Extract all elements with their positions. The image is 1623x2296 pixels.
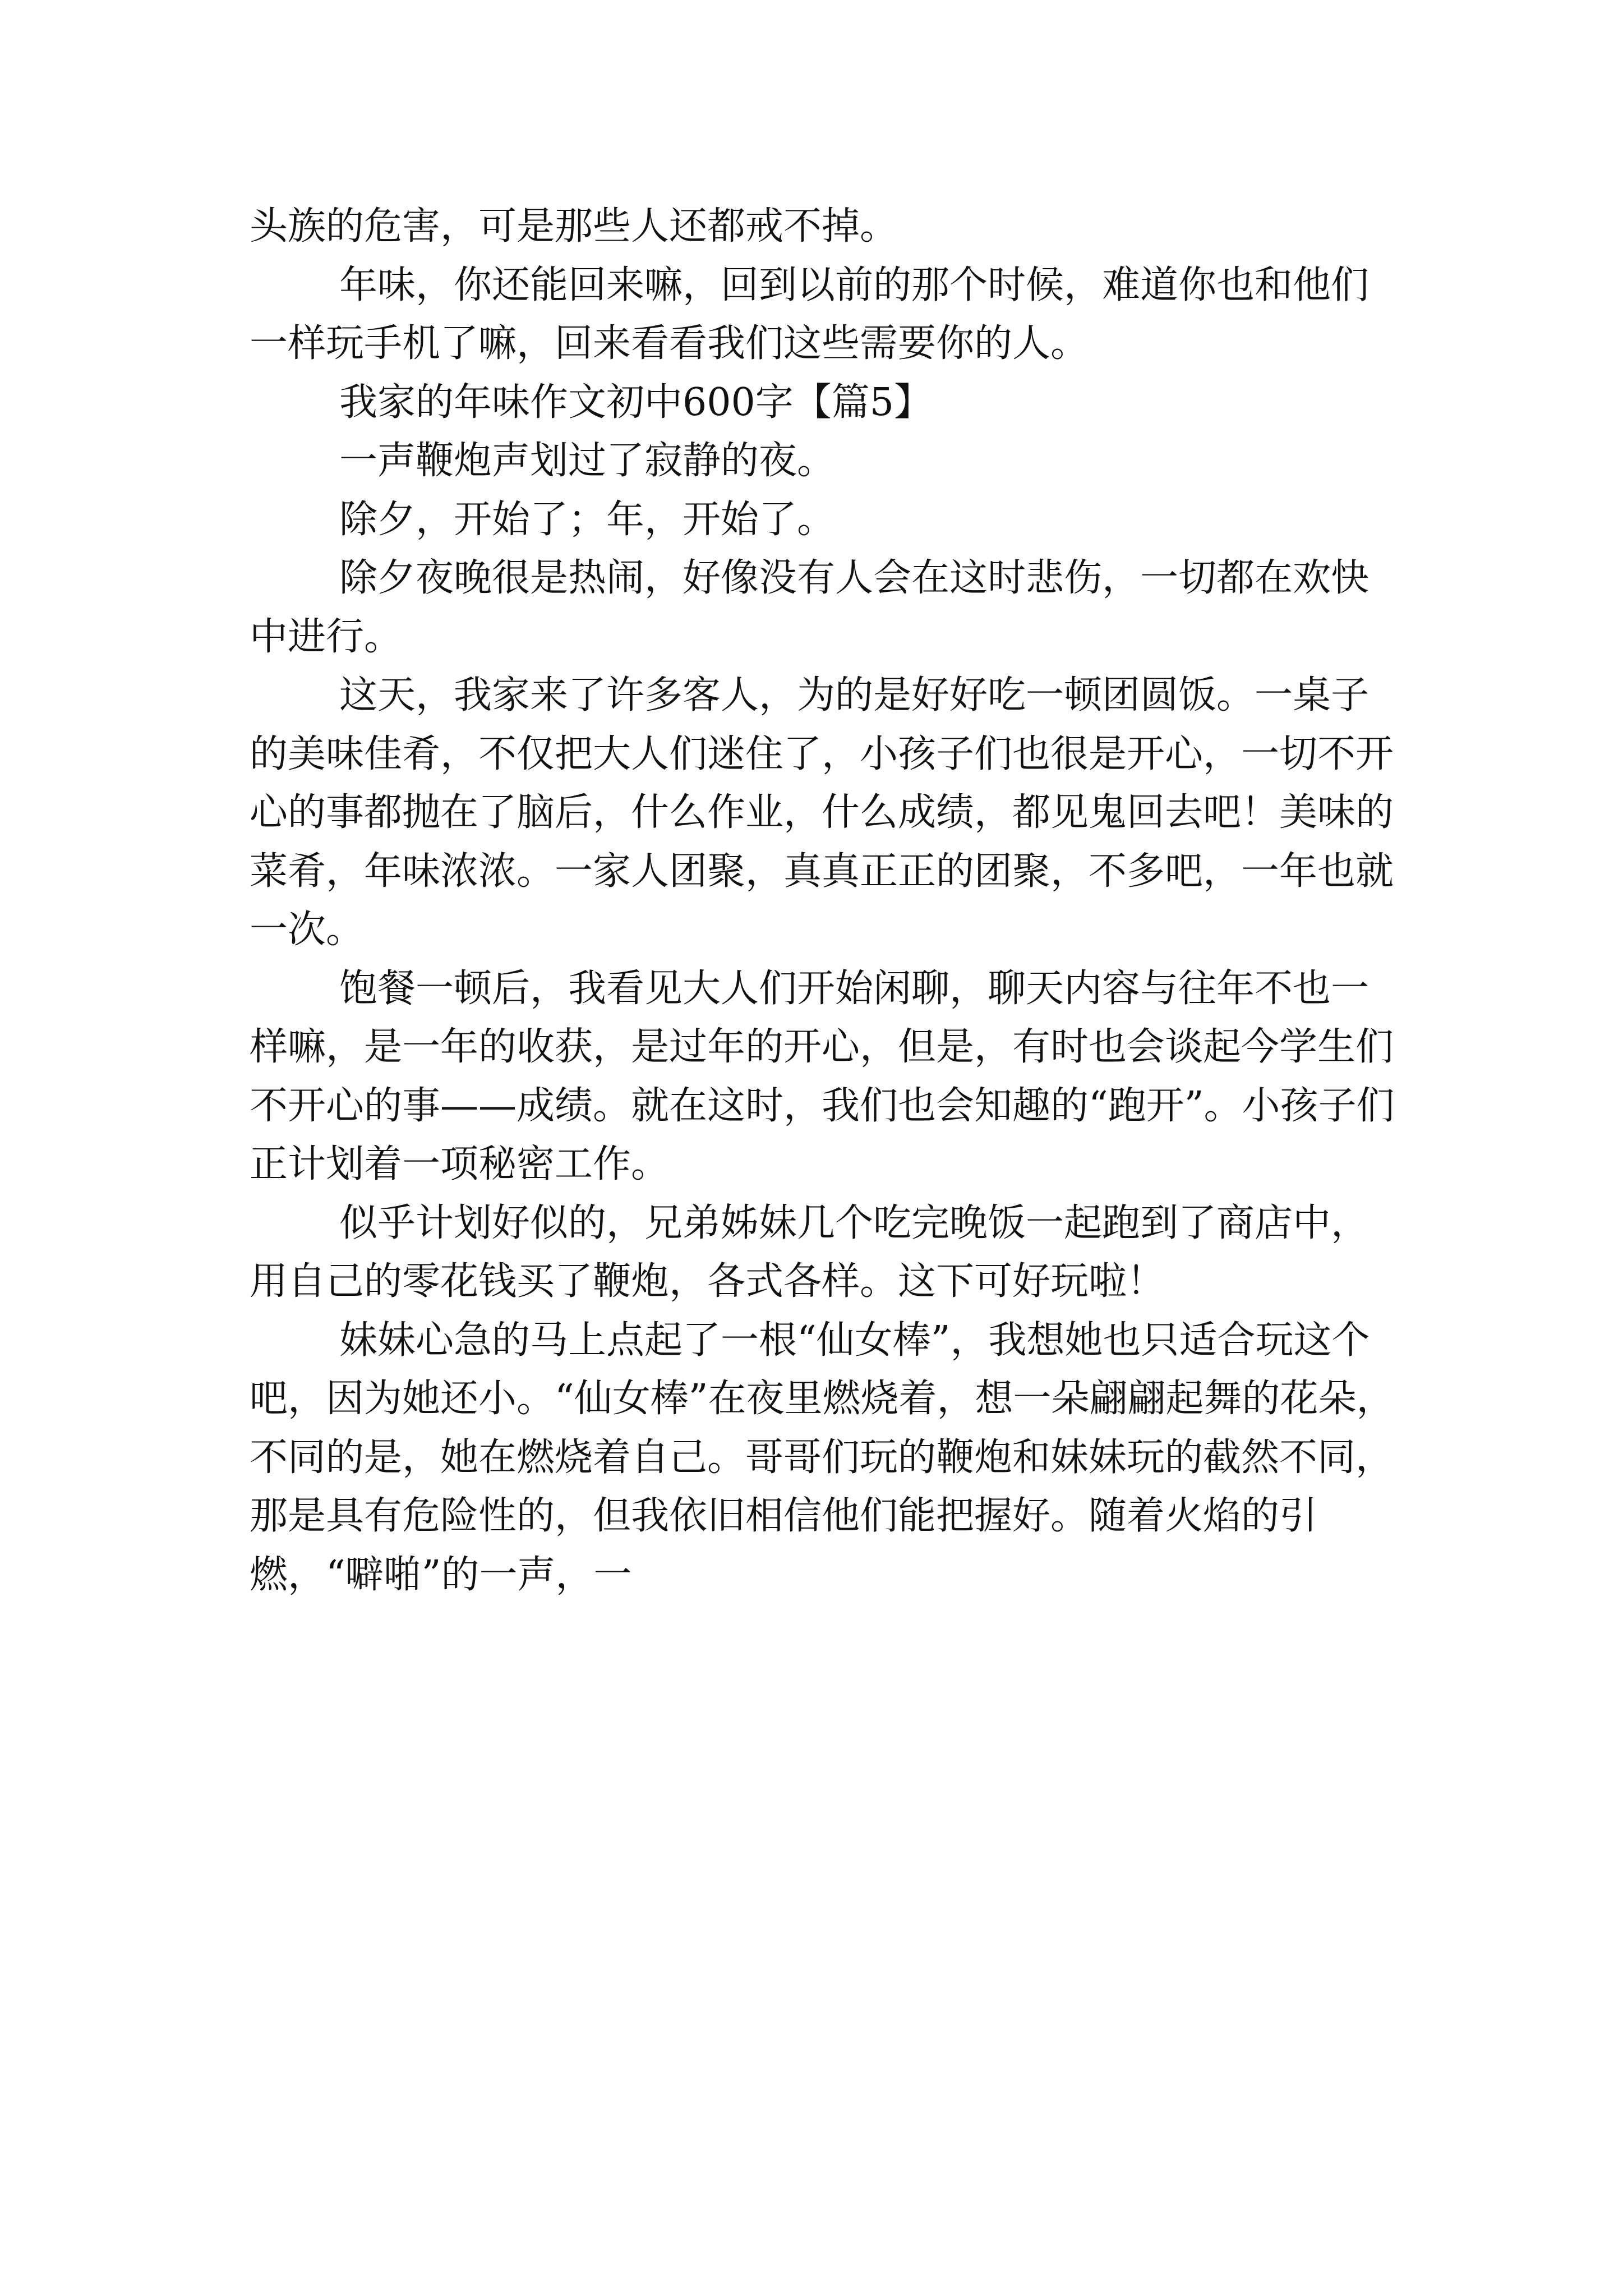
paragraph-9: 似乎计划好似的，兄弟姊妹几个吃完晚饭一起跑到了商店中，用自己的零花钱买了鞭炮，各式各样。这下可好玩啦！ [250, 1200, 1370, 1304]
paragraph-2: 年味，你还能回来嘛，回到以前的那个时候，难道你也和他们一样玩手机了嘛，回来看看我们这些需要你的人。 [250, 263, 1370, 366]
paragraph-4: 一声鞭炮声划过了寂静的夜。 [339, 439, 836, 483]
paragraph-8: 饱餐一顿后，我看见大人们开始闲聊，聊天内容与往年不也一样嘛，是一年的收获，是过年的开心，但是，有时也会谈起今学生们不开心的事——成绩。就在这时，我们也会知趣的“跑开”。小孩子们正计划着一项秘密工作。 [250, 966, 1395, 1186]
paragraph-7: 这天，我家来了许多客人，为的是好好吃一顿团圆饭。一桌子的美味佳肴，不仅把大人们迷住了，小孩子们也很是开心，一切不开心的事都抛在了脑后，什么作业，什么成绩，都见鬼回去吧！美味的菜肴，年味浓浓。一家人团聚，真真正正的团聚，不多吧，一年也就一次。 [250, 673, 1394, 952]
section-heading: 我家的年味作文初中600字【篇5】 [339, 380, 933, 425]
paragraph-10: 妹妹心急的马上点起了一根“仙女棒”，我想她也只适合玩这个吧，因为她还小。“仙女棒”在夜里燃烧着，想一朵翩翩起舞的花朵，不同的是，她在燃烧着自己。哥哥们玩的鞭炮和妹妹玩的截然不同，那是具有危险性的，但我依旧相信他们能把握好。随着火焰的引燃，“噼啪”的一声，一 [250, 1318, 1395, 1597]
paragraph-6: 除夕夜晚很是热闹，好像没有人会在这时悲伤，一切都在欢快中进行。 [250, 556, 1370, 659]
paragraph-5: 除夕，开始了；年，开始了。 [339, 497, 836, 542]
document-body [250, 197, 1399, 1604]
paragraph-1: 头族的危害，可是那些人还都戒不掉。 [250, 204, 898, 249]
